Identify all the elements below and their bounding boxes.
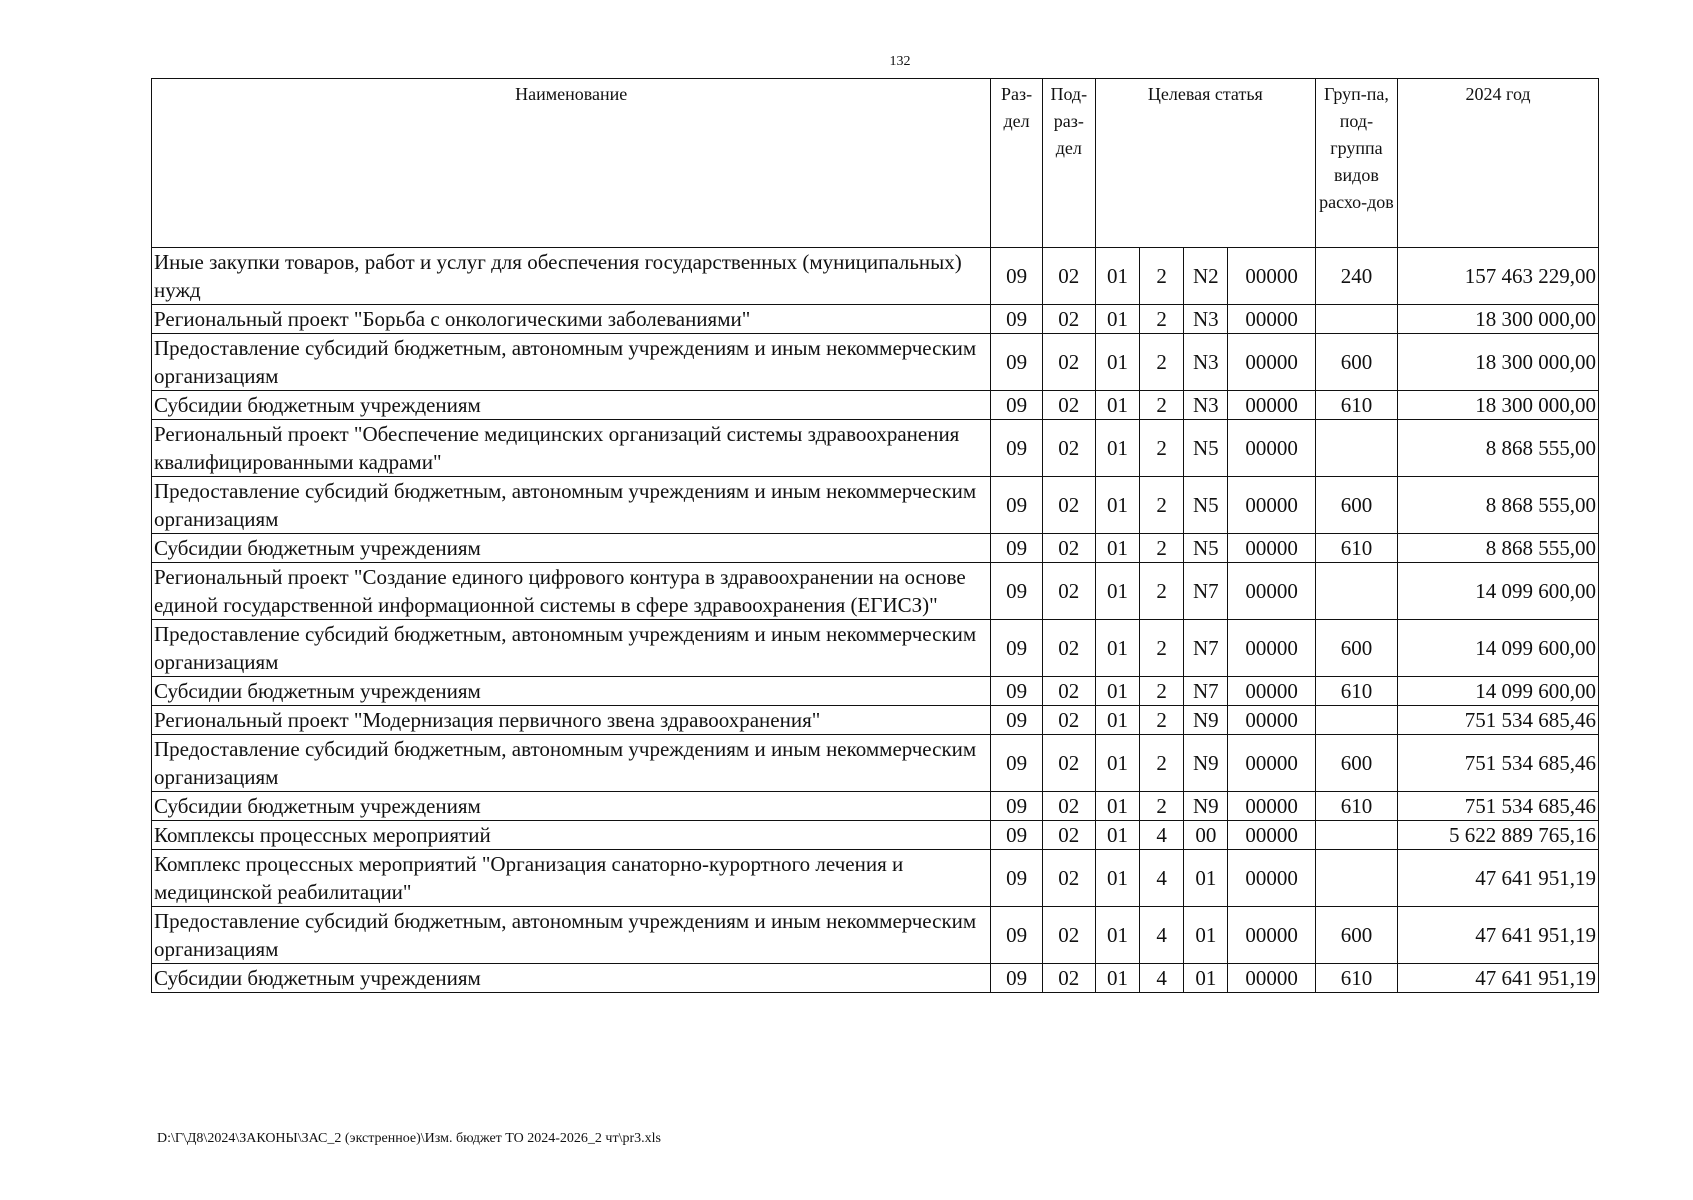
cell-expense-group: 240 (1315, 248, 1397, 305)
header-section: Раз-дел (991, 79, 1042, 248)
cell-target-direction: 00000 (1228, 620, 1315, 677)
cell-amount: 8 868 555,00 (1398, 477, 1599, 534)
cell-target-type: 2 (1140, 735, 1184, 792)
cell-expense-group: 610 (1315, 391, 1397, 420)
cell-target-program: 01 (1095, 677, 1139, 706)
cell-subsection: 02 (1042, 706, 1095, 735)
cell-section: 09 (991, 964, 1042, 993)
cell-target-type: 2 (1140, 305, 1184, 334)
cell-target-program: 01 (1095, 534, 1139, 563)
cell-target-direction: 00000 (1228, 821, 1315, 850)
cell-section: 09 (991, 677, 1042, 706)
cell-section: 09 (991, 821, 1042, 850)
cell-target-project: N5 (1184, 420, 1228, 477)
cell-expense-group (1315, 420, 1397, 477)
footer-file-path: D:\Г\Д8\2024\ЗАКОНЫ\ЗАС_2 (экстренное)\Изм. бюджет ТО 2024-2026_2 чт\pr3.xls (157, 1131, 661, 1146)
cell-target-type: 2 (1140, 563, 1184, 620)
cell-target-direction: 00000 (1228, 534, 1315, 563)
cell-amount: 157 463 229,00 (1398, 248, 1599, 305)
budget-table (151, 78, 1599, 993)
cell-target-direction: 00000 (1228, 563, 1315, 620)
cell-target-direction: 00000 (1228, 420, 1315, 477)
table-row (152, 305, 1599, 334)
cell-section: 09 (991, 907, 1042, 964)
cell-name: Иные закупки товаров, работ и услуг для обеспечения государственных (муниципальных) нужд (152, 248, 991, 305)
header-year: 2024 год (1398, 79, 1599, 248)
cell-amount: 18 300 000,00 (1398, 391, 1599, 420)
cell-target-program: 01 (1095, 563, 1139, 620)
cell-target-direction: 00000 (1228, 706, 1315, 735)
cell-subsection: 02 (1042, 792, 1095, 821)
cell-subsection: 02 (1042, 964, 1095, 993)
cell-amount: 14 099 600,00 (1398, 677, 1599, 706)
cell-target-type: 4 (1140, 850, 1184, 907)
cell-name: Субсидии бюджетным учреждениям (152, 391, 991, 420)
cell-target-type: 2 (1140, 420, 1184, 477)
cell-target-type: 4 (1140, 821, 1184, 850)
cell-section: 09 (991, 620, 1042, 677)
cell-subsection: 02 (1042, 620, 1095, 677)
cell-section: 09 (991, 334, 1042, 391)
cell-section: 09 (991, 792, 1042, 821)
cell-name: Региональный проект "Модернизация первичного звена здравоохранения" (152, 706, 991, 735)
cell-target-type: 2 (1140, 620, 1184, 677)
cell-target-program: 01 (1095, 477, 1139, 534)
cell-target-project: N9 (1184, 735, 1228, 792)
table-row (152, 792, 1599, 821)
cell-name: Комплексы процессных мероприятий (152, 821, 991, 850)
table-row (152, 534, 1599, 563)
cell-amount: 47 641 951,19 (1398, 964, 1599, 993)
cell-target-program: 01 (1095, 821, 1139, 850)
cell-target-direction: 00000 (1228, 477, 1315, 534)
cell-amount: 8 868 555,00 (1398, 420, 1599, 477)
cell-target-type: 2 (1140, 677, 1184, 706)
cell-target-project: N5 (1184, 534, 1228, 563)
cell-name: Предоставление субсидий бюджетным, автономным учреждениям и иным некоммерческим организациям (152, 477, 991, 534)
cell-section: 09 (991, 248, 1042, 305)
cell-target-project: 00 (1184, 821, 1228, 850)
cell-target-program: 01 (1095, 964, 1139, 993)
cell-amount: 751 534 685,46 (1398, 706, 1599, 735)
cell-target-project: N3 (1184, 305, 1228, 334)
cell-name: Комплекс процессных мероприятий "Организация санаторно-курортного лечения и медицинской реабилитации" (152, 850, 991, 907)
cell-target-direction: 00000 (1228, 677, 1315, 706)
cell-expense-group: 610 (1315, 792, 1397, 821)
cell-target-program: 01 (1095, 735, 1139, 792)
header-name: Наименование (152, 79, 991, 248)
table-row (152, 620, 1599, 677)
cell-target-project: N5 (1184, 477, 1228, 534)
cell-name: Региональный проект "Создание единого цифрового контура в здравоохранении на основе единой государственной информационной системы в сфере здравоохранения (ЕГИСЗ)" (152, 563, 991, 620)
cell-name: Предоставление субсидий бюджетным, автономным учреждениям и иным некоммерческим организациям (152, 334, 991, 391)
table-row (152, 477, 1599, 534)
cell-target-direction: 00000 (1228, 850, 1315, 907)
header-expense-group: Груп-па, под-группа видов расхо-дов (1315, 79, 1397, 248)
cell-expense-group: 600 (1315, 334, 1397, 391)
cell-target-direction: 00000 (1228, 334, 1315, 391)
cell-amount: 751 534 685,46 (1398, 735, 1599, 792)
cell-target-program: 01 (1095, 850, 1139, 907)
table-row (152, 907, 1599, 964)
cell-expense-group (1315, 563, 1397, 620)
cell-target-type: 2 (1140, 334, 1184, 391)
cell-target-type: 4 (1140, 964, 1184, 993)
cell-subsection: 02 (1042, 907, 1095, 964)
cell-target-direction: 00000 (1228, 735, 1315, 792)
table-row (152, 677, 1599, 706)
cell-section: 09 (991, 420, 1042, 477)
cell-section: 09 (991, 735, 1042, 792)
cell-expense-group (1315, 850, 1397, 907)
cell-name: Предоставление субсидий бюджетным, автономным учреждениям и иным некоммерческим организациям (152, 735, 991, 792)
cell-amount: 8 868 555,00 (1398, 534, 1599, 563)
cell-target-direction: 00000 (1228, 391, 1315, 420)
cell-section: 09 (991, 706, 1042, 735)
cell-target-program: 01 (1095, 420, 1139, 477)
cell-expense-group (1315, 706, 1397, 735)
table-row (152, 420, 1599, 477)
cell-subsection: 02 (1042, 735, 1095, 792)
cell-subsection: 02 (1042, 334, 1095, 391)
cell-amount: 18 300 000,00 (1398, 305, 1599, 334)
cell-target-direction: 00000 (1228, 305, 1315, 334)
cell-subsection: 02 (1042, 821, 1095, 850)
cell-expense-group: 600 (1315, 735, 1397, 792)
cell-subsection: 02 (1042, 850, 1095, 907)
cell-name: Субсидии бюджетным учреждениям (152, 677, 991, 706)
cell-target-project: N2 (1184, 248, 1228, 305)
cell-target-program: 01 (1095, 305, 1139, 334)
table-header-row (152, 79, 1599, 248)
cell-target-project: N7 (1184, 620, 1228, 677)
cell-target-project: N7 (1184, 677, 1228, 706)
cell-target-program: 01 (1095, 334, 1139, 391)
cell-subsection: 02 (1042, 305, 1095, 334)
cell-section: 09 (991, 534, 1042, 563)
cell-subsection: 02 (1042, 420, 1095, 477)
cell-subsection: 02 (1042, 563, 1095, 620)
table-row (152, 248, 1599, 305)
cell-target-type: 2 (1140, 248, 1184, 305)
cell-section: 09 (991, 305, 1042, 334)
cell-subsection: 02 (1042, 391, 1095, 420)
cell-target-project: N3 (1184, 334, 1228, 391)
cell-amount: 751 534 685,46 (1398, 792, 1599, 821)
cell-subsection: 02 (1042, 677, 1095, 706)
cell-target-program: 01 (1095, 907, 1139, 964)
cell-subsection: 02 (1042, 477, 1095, 534)
cell-expense-group: 610 (1315, 534, 1397, 563)
header-subsection: Под-раз-дел (1042, 79, 1095, 248)
cell-target-type: 2 (1140, 391, 1184, 420)
cell-amount: 18 300 000,00 (1398, 334, 1599, 391)
cell-target-project: N9 (1184, 706, 1228, 735)
cell-expense-group (1315, 821, 1397, 850)
cell-target-type: 2 (1140, 477, 1184, 534)
cell-target-project: 01 (1184, 964, 1228, 993)
table-row (152, 563, 1599, 620)
table-row (152, 706, 1599, 735)
cell-target-project: 01 (1184, 907, 1228, 964)
cell-target-program: 01 (1095, 792, 1139, 821)
cell-amount: 47 641 951,19 (1398, 907, 1599, 964)
cell-name: Субсидии бюджетным учреждениям (152, 964, 991, 993)
cell-name: Субсидии бюджетным учреждениям (152, 534, 991, 563)
cell-target-direction: 00000 (1228, 964, 1315, 993)
cell-name: Региональный проект "Обеспечение медицинских организаций системы здравоохранения квалифицированными кадрами" (152, 420, 991, 477)
page-number: 132 (889, 54, 911, 69)
cell-amount: 47 641 951,19 (1398, 850, 1599, 907)
cell-section: 09 (991, 850, 1042, 907)
cell-section: 09 (991, 391, 1042, 420)
cell-target-direction: 00000 (1228, 792, 1315, 821)
cell-target-type: 2 (1140, 792, 1184, 821)
cell-name: Региональный проект "Борьба с онкологическими заболеваниями" (152, 305, 991, 334)
cell-target-program: 01 (1095, 620, 1139, 677)
cell-amount: 14 099 600,00 (1398, 563, 1599, 620)
table-row (152, 821, 1599, 850)
cell-target-project: 01 (1184, 850, 1228, 907)
cell-amount: 14 099 600,00 (1398, 620, 1599, 677)
cell-expense-group (1315, 305, 1397, 334)
table-row (152, 334, 1599, 391)
table-row (152, 391, 1599, 420)
cell-target-direction: 00000 (1228, 907, 1315, 964)
cell-section: 09 (991, 477, 1042, 534)
cell-target-program: 01 (1095, 706, 1139, 735)
cell-expense-group: 600 (1315, 477, 1397, 534)
table-row (152, 964, 1599, 993)
cell-expense-group: 600 (1315, 907, 1397, 964)
cell-target-program: 01 (1095, 248, 1139, 305)
header-target-article: Целевая статья (1095, 79, 1315, 248)
cell-name: Предоставление субсидий бюджетным, автономным учреждениям и иным некоммерческим организациям (152, 620, 991, 677)
cell-target-type: 4 (1140, 907, 1184, 964)
cell-expense-group: 610 (1315, 964, 1397, 993)
table-row (152, 850, 1599, 907)
table-row (152, 735, 1599, 792)
cell-amount: 5 622 889 765,16 (1398, 821, 1599, 850)
cell-name: Предоставление субсидий бюджетным, автономным учреждениям и иным некоммерческим организациям (152, 907, 991, 964)
cell-expense-group: 610 (1315, 677, 1397, 706)
cell-section: 09 (991, 563, 1042, 620)
cell-expense-group: 600 (1315, 620, 1397, 677)
cell-subsection: 02 (1042, 248, 1095, 305)
cell-target-type: 2 (1140, 534, 1184, 563)
cell-subsection: 02 (1042, 534, 1095, 563)
table-body (152, 248, 1599, 993)
cell-target-project: N7 (1184, 563, 1228, 620)
cell-target-program: 01 (1095, 391, 1139, 420)
cell-target-project: N3 (1184, 391, 1228, 420)
cell-name: Субсидии бюджетным учреждениям (152, 792, 991, 821)
cell-target-project: N9 (1184, 792, 1228, 821)
cell-target-type: 2 (1140, 706, 1184, 735)
cell-target-direction: 00000 (1228, 248, 1315, 305)
